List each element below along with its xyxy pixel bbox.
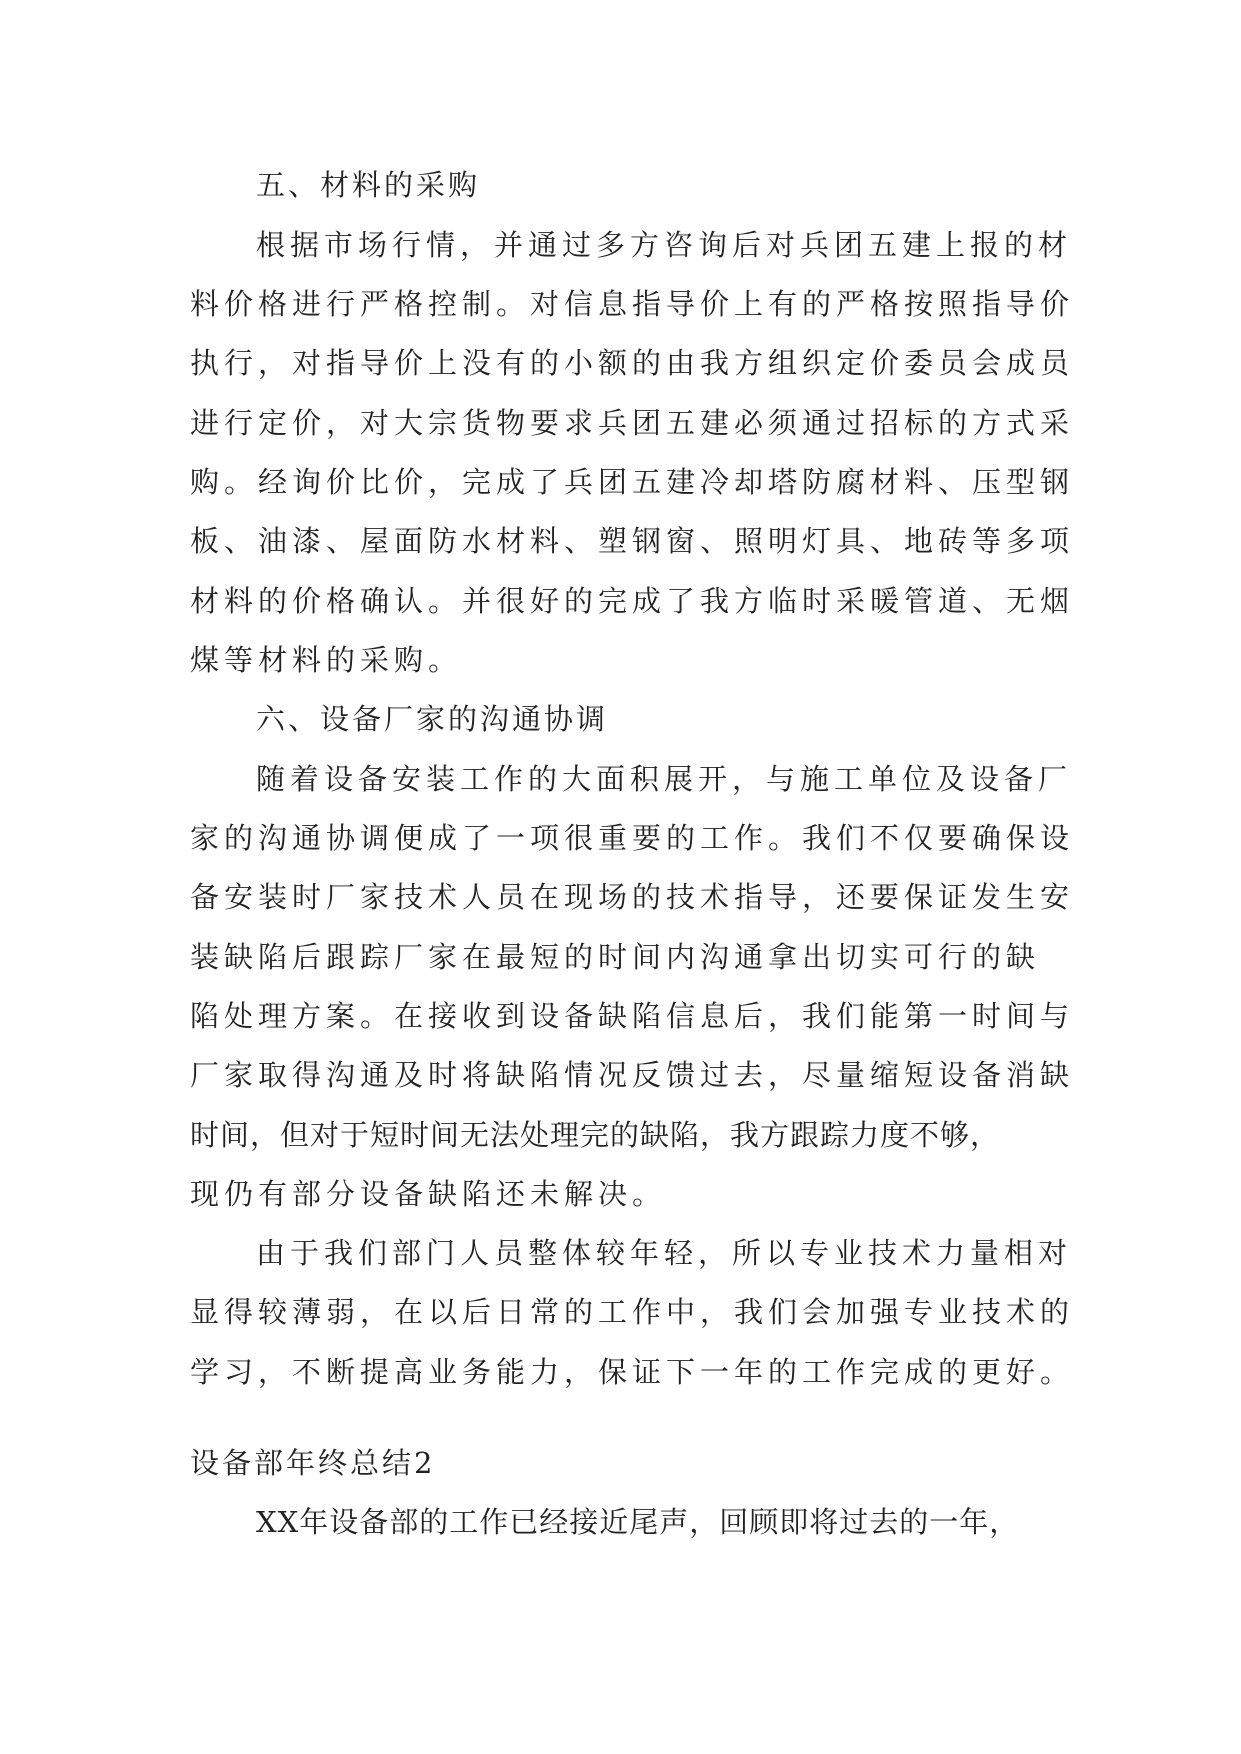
paragraph-line: 显得较薄弱，在以后日常的工作中，我们会加强专业技术的 [190,1295,1075,1329]
paragraph-line: 学习，不断提高业务能力，保证下一年的工作完成的更好。 [190,1355,1075,1389]
paragraph-line: 料价格进行严格控制。对信息指导价上有的严格按照指导价 [190,287,1075,321]
paragraph-line: 随着设备安装工作的大面积展开，与施工单位及设备厂 [256,762,1073,796]
section-heading-vendor-coordination: 六、设备厂家的沟通协调 [256,702,609,736]
document-title-summary-2: 设备部年终总结2 [190,1446,436,1480]
paragraph-line: 煤等材料的采购。 [190,643,463,677]
paragraph-line: 执行，对指导价上没有的小额的由我方组织定价委员会成员 [190,346,1075,380]
paragraph-line: 备安装时厂家技术人员在现场的技术指导，还要保证发生安 [190,880,1075,914]
paragraph-line: 由于我们部门人员整体较年轻，所以专业技术力量相对 [256,1236,1073,1270]
section-heading-materials-procurement: 五、材料的采购 [256,168,481,202]
paragraph-line: XX年设备部的工作已经接近尾声，回顾即将过去的一年， [256,1505,1020,1539]
paragraph-line: 现仍有部分设备缺陷还未解决。 [190,1177,667,1211]
paragraph-line: 家的沟通协调便成了一项很重要的工作。我们不仅要确保设 [190,821,1075,855]
paragraph-line: 装缺陷后跟踪厂家在最短的时间内沟通拿出切实可行的缺 [190,940,1041,974]
paragraph-line: 根据市场行情，并通过多方咨询后对兵团五建上报的材 [256,228,1073,262]
paragraph-line: 陷处理方案。在接收到设备缺陷信息后，我们能第一时间与 [190,999,1075,1033]
paragraph-line: 厂家取得沟通及时将缺陷情况反馈过去，尽量缩短设备消缺 [190,1058,1075,1092]
paragraph-line: 板、油漆、屋面防水材料、塑钢窗、照明灯具、地砖等多项 [190,524,1075,558]
paragraph-line: 材料的价格确认。并很好的完成了我方临时采暖管道、无烟 [190,584,1075,618]
paragraph-line: 时间，但对于短时间无法处理完的缺陷，我方跟踪力度不够， [190,1118,1001,1152]
paragraph-line: 购。经询价比价，完成了兵团五建冷却塔防腐材料、压型钢 [190,465,1075,499]
paragraph-line: 进行定价，对大宗货物要求兵团五建必须通过招标的方式采 [190,406,1075,440]
